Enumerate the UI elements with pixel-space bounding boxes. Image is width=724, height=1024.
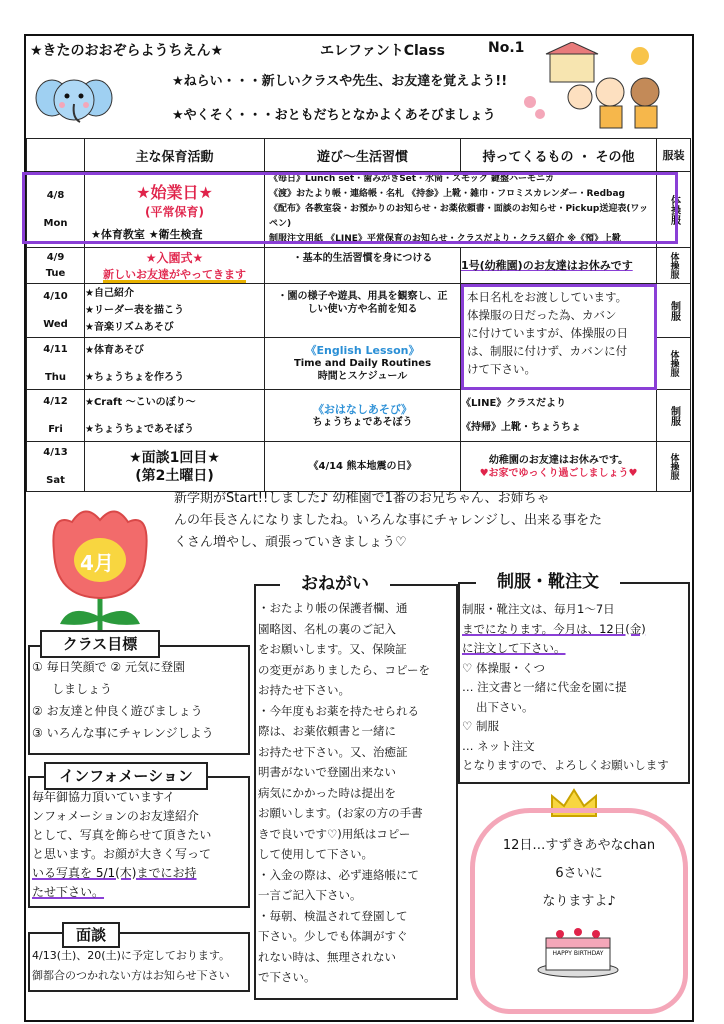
promise-text: ★やくそく・・・おともだちとなかよくあそびましょう bbox=[172, 108, 496, 123]
row-activity: ★Craft ～こいのぼり～ ★ちょうちょであそぼう bbox=[85, 390, 265, 442]
table-row bbox=[27, 284, 691, 338]
row-date: 4/9 Tue bbox=[27, 248, 85, 284]
info-title: インフォメーション bbox=[44, 762, 208, 790]
row-date: 4/8 Mon bbox=[27, 172, 85, 248]
row-activity: ★面談1回目★ (第2土曜日) bbox=[85, 442, 265, 492]
goals-text: ① 毎日笑顔で ② 元気に登園 しましょう ② お友達と仲良く遊びましょう ③ いろんな事にチャレンジしよう bbox=[32, 660, 214, 740]
row-play: 《English Lesson》 Time and Daily Routines 時間とスケジュール bbox=[265, 338, 461, 390]
cake-label: HAPPY BIRTHDAY bbox=[552, 950, 604, 957]
row-play: ・園の様子や遊具、用具を観察し、正しい使い方や名前を知る bbox=[265, 284, 461, 338]
intro-text: 新学期がStart!!しました♪ 幼稚園で1番のお兄ちゃん、お姉ちゃ んの年長さんになりましたね。いろんな事にチャレンジし、出来る事をた くさん増やし、頑張っていきましょう♡ bbox=[174, 491, 602, 550]
uniform-text: 制服・靴注文は、毎月1～7日 までになります。今月は、12日(金) に注文して下さい。 ♡ 体操服・くつ … 注文書と一緒に代金を園に提 出下さい。 ♡ 制服 … ネット注文 となりますので、よろしくお願いします bbox=[462, 602, 669, 772]
month-label: 4月 bbox=[80, 551, 114, 575]
birthday-text: 12日…すずきあやなchan 6さいに なりますよ♪ bbox=[502, 838, 656, 909]
row-garb: 体操服 bbox=[657, 172, 691, 248]
info-text: 毎年御協力頂いていますイ ンフォメーションのお友達紹介 として、写真を飾らせて頂きたい と思います。お顔が大きく写って いる写真を 5/1(木)までにお持 たせ下さい。 bbox=[32, 790, 212, 899]
activity-header: 主な保育活動 bbox=[85, 139, 265, 172]
row-items: 1号(幼稚園)のお友達はお休みです bbox=[461, 248, 657, 284]
highlight-frame bbox=[22, 172, 678, 244]
table-header-row bbox=[27, 139, 691, 172]
uniform-title: 制服・靴注文 bbox=[476, 570, 620, 594]
cake-illustration bbox=[536, 918, 620, 978]
row-garb: 体操服 bbox=[657, 338, 691, 390]
issue-number: No.1 bbox=[488, 40, 525, 56]
row-garb: 制服 bbox=[657, 284, 691, 338]
table-row bbox=[27, 390, 691, 442]
goals-title: クラス目標 bbox=[40, 630, 160, 658]
garb-header: 服装 bbox=[657, 139, 691, 172]
kids-illustration bbox=[510, 42, 685, 132]
row-date: 4/10 Wed bbox=[27, 284, 85, 338]
request-text: ・おたより帳の保護者欄、通 園略図、名札の裏のご記入 をお願いします。又、保険証 の変更がありましたら、コピーを お持たせ下さい。 ・今年度もお薬を持たせられる 際は、お薬依頼書と一緒に お持たせ下さい。又、治癒証 明書がないで登園出来ない 病気にかかった時は提出を お願いします。(お家の方の手書 きで良いです♡)用紙はコピー して使用して下さい。 ・入金の際は、必ず連絡帳にて 一言ご記入下さい。 ・毎朝、検温されて登園して 下さい。少しでも体調がすぐ れない時は、無理されない で下さい。 bbox=[258, 601, 431, 984]
row-garb: 体操服 bbox=[657, 248, 691, 284]
interview-title: 面談 bbox=[62, 922, 120, 948]
table-row bbox=[27, 248, 691, 284]
date-header bbox=[27, 139, 85, 172]
row-activity: ★体育あそび ★ちょうちょを作ろう bbox=[85, 338, 265, 390]
row-play: 《4/14 熊本地震の日》 bbox=[265, 442, 461, 492]
row-items: 《LINE》クラスだより 《持帰》上靴・ちょうちょ bbox=[461, 390, 657, 442]
row-garb: 制服 bbox=[657, 390, 691, 442]
interview-text: 4/13(土)、20(土)に予定しております。 御都合のつかれない方はお知らせ下さい bbox=[32, 949, 230, 982]
row-items: 本日名札をお渡ししています。 体操服の日だった為、カバン に付けていますが、体操服の日 は、制服に付けず、カバンに付 けて下さい。 bbox=[461, 284, 657, 390]
row-activity: ★自己紹介 ★リーダー表を描こう ★音楽リズムあそび bbox=[85, 284, 265, 338]
row-date: 4/12 Fri bbox=[27, 390, 85, 442]
aim-text: ★ねらい・・・新しいクラスや先生、お友達を覚えよう!! bbox=[172, 74, 508, 89]
play-header: 遊び～生活習慣 bbox=[265, 139, 461, 172]
row-play: ・基本的生活習慣を身につける bbox=[265, 248, 461, 284]
class-name: エレファントClass bbox=[320, 43, 445, 59]
table-row bbox=[27, 442, 691, 492]
row-garb: 体操服 bbox=[657, 442, 691, 492]
row-date: 4/13 Sat bbox=[27, 442, 85, 492]
elephant-illustration bbox=[34, 70, 114, 130]
row-date: 4/11 Thu bbox=[27, 338, 85, 390]
items-header: 持ってくるもの ・ その他 bbox=[461, 139, 657, 172]
row-activity: ★入園式★ 新しいお友達がやってきます bbox=[85, 248, 265, 284]
row-activity: ★始業日★ (平常保育) ★体育教室 ★衛生検査 bbox=[85, 172, 265, 248]
row-items: 《毎日》Lunch set・歯みがきSet・水筒・スモック 鍵盤ハーモニカ 《渡》おたより帳・連絡帳・名札 《持参》上靴・雑巾・フロミスカレンダー・Redbag 《配布》各教室袋・お預かりのお知らせ・お薬依頼書・面談のお知らせ・Pickup送迎表(ワッペン) 制服注文用紙 《LINE》平常保育のお知らせ・クラスだより・クラス紹介 ※《預》上靴 bbox=[265, 172, 657, 248]
school-name: ★きたのおおぞらようちえん★ bbox=[30, 43, 224, 59]
row-items: 幼稚園のお友達はお休みです。 ♥お家でゆっくり過ごしましょう♥ bbox=[461, 442, 657, 492]
row-play: 《おはなしあそび》 ちょうちょであそぼう bbox=[265, 390, 461, 442]
request-title: おねがい bbox=[280, 572, 390, 596]
